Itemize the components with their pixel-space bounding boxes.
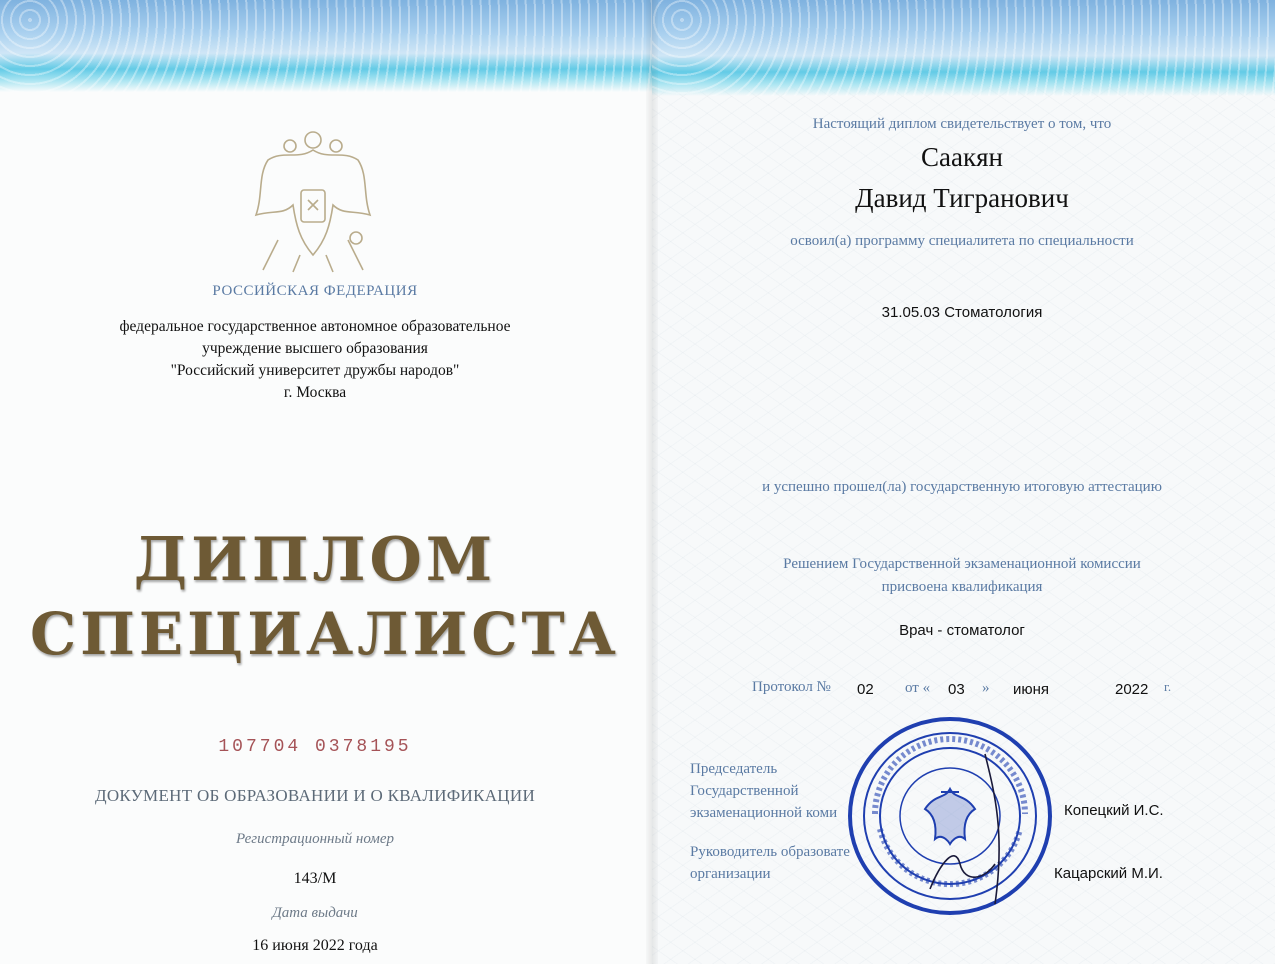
decorative-band: [0, 0, 652, 92]
right-page: [652, 0, 1275, 964]
institution-line: федеральное государственное автономное образовательное: [119, 318, 511, 335]
year-suffix: г.: [1164, 679, 1172, 694]
protocol-year: 2022: [1115, 681, 1149, 698]
protocol-from-label: от «: [905, 680, 931, 696]
protocol-close-quote: »: [982, 680, 990, 696]
institution-name: [60, 316, 570, 404]
decision-line: присвоена квалификация: [881, 579, 1043, 595]
specialty: 31.05.03 Стоматология: [881, 304, 1043, 321]
chair-title-line: Председатель: [690, 761, 778, 777]
issue-date: 16 июня 2022 года: [252, 937, 378, 954]
diploma-title-line-1: ДИПЛОМ: [133, 525, 497, 595]
institution-city: г. Москва: [283, 384, 347, 401]
protocol-number: 02: [857, 681, 874, 698]
program-text: освоил(а) программу специалитета по специальности: [790, 233, 1134, 249]
institution-line: "Российский университет дружбы народов": [170, 362, 460, 379]
issue-date-label: Дата выдачи: [272, 905, 358, 921]
document-name: ДОКУМЕНТ ОБ ОБРАЗОВАНИИ И О КВАЛИФИКАЦИИ: [94, 786, 536, 805]
protocol-label: Протокол №: [752, 679, 831, 695]
decorative-band: [652, 0, 1275, 96]
official-seal-icon: [845, 714, 1055, 919]
chair-title-line: Государственной: [690, 783, 799, 799]
serial-number: 107704 0378195: [218, 737, 412, 757]
commission-decision: [652, 553, 1272, 599]
institution-line: учреждение высшего образования: [202, 340, 428, 357]
head-name: Кацарский М.И.: [1054, 865, 1163, 882]
decision-line: Решением Государственной экзаменационной комиссии: [783, 556, 1141, 572]
graduate-surname: Саакян: [921, 142, 1003, 172]
protocol-day: 03: [948, 681, 965, 698]
chair-name: Копецкий И.С.: [1064, 802, 1164, 819]
registration-number: 143/М: [293, 870, 337, 887]
diploma-title-line-2: СПЕЦИАЛИСТА: [30, 600, 620, 668]
protocol-month: июня: [1013, 681, 1050, 698]
chair-title-line: экзаменационной коми: [690, 805, 838, 821]
registration-label: Регистрационный номер: [235, 831, 394, 847]
head-title-line: Руководитель образовате: [690, 844, 850, 860]
attestation-text: и успешно прошел(ла) государственную итоговую аттестацию: [762, 479, 1162, 495]
graduate-given-names: Давид Тигранович: [855, 183, 1069, 213]
page-fold: [646, 0, 658, 964]
commission-chair-title: [690, 758, 837, 824]
head-title-line: организации: [690, 866, 771, 882]
coat-of-arms-icon: [238, 120, 388, 280]
head-of-organization-title: [690, 841, 850, 885]
country-name: РОССИЙСКАЯ ФЕДЕРАЦИЯ: [212, 283, 418, 299]
intro-text: Настоящий диплом свидетельствует о том, что: [812, 116, 1112, 132]
qualification: Врач - стоматолог: [899, 622, 1025, 639]
